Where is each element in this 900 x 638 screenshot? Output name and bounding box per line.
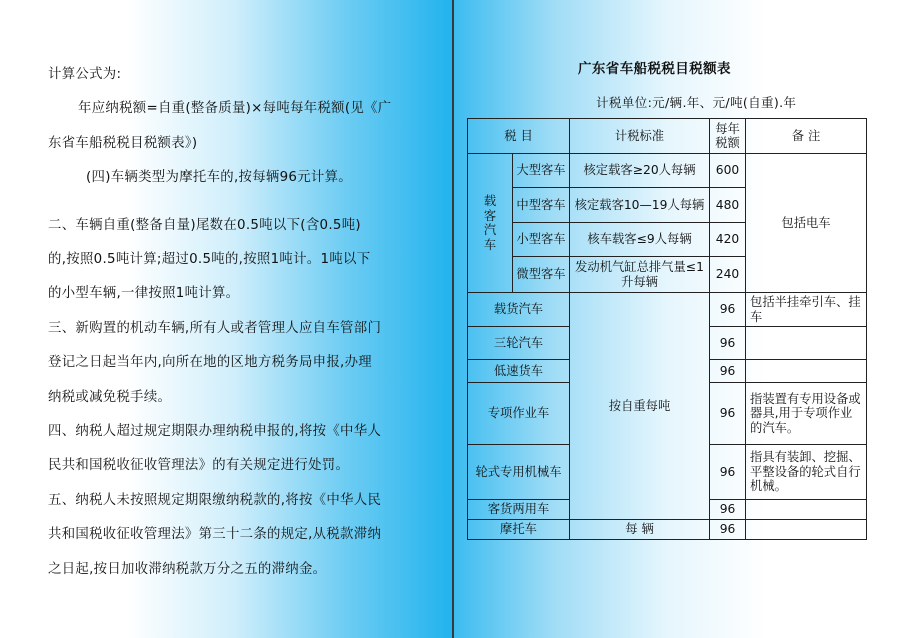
paragraph-5-line3: 之日起,按日加收滞纳税款万分之五的滞纳金。 [48, 561, 327, 577]
row-note [746, 360, 867, 383]
vehicle-type: 轮式专用机械车 [468, 445, 570, 500]
vehicle-type: 摩托车 [468, 520, 570, 540]
tax-rate-table [467, 118, 867, 540]
tax-amount: 96 [710, 383, 746, 445]
vehicle-type: 微型客车 [513, 257, 570, 293]
header-note: 备 注 [746, 119, 867, 154]
header-standard: 计税标准 [570, 119, 710, 154]
row-note [746, 327, 867, 360]
passenger-note: 包括电车 [746, 154, 867, 293]
vehicle-type: 小型客车 [513, 223, 570, 257]
tax-amount: 600 [710, 154, 746, 188]
row-note: 指装置有专用设备或器具,用于专项作业的汽车。 [746, 383, 867, 445]
paragraph-5-line1: 五、纳税人未按照规定期限缴纳税款的,将按《中华人民 [48, 492, 382, 508]
table-row [468, 293, 867, 327]
paragraph-4-line2: 民共和国税收征收管理法》的有关规定进行处罚。 [48, 458, 350, 474]
body-text [48, 58, 434, 587]
table-header-row [468, 119, 867, 154]
tax-unit: 计税单位:元/辆.年、元/吨(自重).年 [596, 95, 797, 110]
paragraph-2-line3: 的小型车辆,一律按照1吨计算。 [48, 286, 240, 302]
paragraph-formula-line2: 东省车船税税目税额表》) [48, 135, 198, 151]
paragraph-2-line1: 二、车辆自重(整备自量)尾数在0.5吨以下(含0.5吨) [48, 217, 361, 233]
row-note: 指具有装卸、挖掘、平整设备的轮式自行机械。 [746, 445, 867, 500]
paragraph-3-line1: 三、新购置的机动车辆,所有人或者管理人应自车管部门 [48, 320, 382, 336]
paragraph-3-line2: 登记之日起当年内,向所在地的区地方税务局申报,办理 [48, 355, 372, 371]
vehicle-type: 载货汽车 [468, 293, 570, 327]
tax-amount: 420 [710, 223, 746, 257]
tax-amount: 96 [710, 360, 746, 383]
tax-standard: 每 辆 [570, 520, 710, 540]
vehicle-type: 客货两用车 [468, 500, 570, 520]
tax-standard: 核定载客10—19人每辆 [570, 188, 710, 223]
tax-amount: 96 [710, 445, 746, 500]
weight-standard: 按自重每吨 [570, 293, 710, 520]
tax-amount: 480 [710, 188, 746, 223]
row-note: 包括半挂牵引车、挂车 [746, 293, 867, 327]
right-page [454, 0, 900, 638]
paragraph-motorcycle: (四)车辆类型为摩托车的,按每辆96元计算。 [86, 170, 352, 186]
tax-standard: 发动机气缸总排气量≤1升每辆 [570, 257, 710, 293]
tax-standard: 核车载客≤9人每辆 [570, 223, 710, 257]
tax-standard: 核定载客≥20人每辆 [570, 154, 710, 188]
paragraph-2-line2: 的,按照0.5吨计算;超过0.5吨的,按照1吨计。1吨以下 [48, 252, 371, 268]
paragraph-formula-line1: 年应纳税额=自重(整备质量)×每吨每年税额(见《广 [78, 101, 392, 117]
table-title: 广东省车船税税目税额表 [578, 61, 731, 77]
vehicle-type: 大型客车 [513, 154, 570, 188]
vehicle-type: 低速货车 [468, 360, 570, 383]
paragraph-formula-label: 计算公式为: [48, 67, 122, 82]
header-amount: 每年税额 [710, 119, 746, 154]
header-item: 税 目 [468, 119, 570, 154]
paragraph-3-line3: 纳税或减免税手续。 [48, 389, 172, 405]
tax-amount: 96 [710, 293, 746, 327]
passenger-group-label: 载客汽车 [468, 154, 513, 293]
row-note [746, 500, 867, 520]
vehicle-type: 中型客车 [513, 188, 570, 223]
row-note [746, 520, 867, 540]
tax-amount: 96 [710, 327, 746, 360]
table-row [468, 154, 867, 188]
paragraph-4-line1: 四、纳税人超过规定期限办理纳税申报的,将按《中华人 [48, 424, 382, 440]
paragraph-5-line2: 共和国税收征收管理法》第三十二条的规定,从税款滞纳 [48, 527, 382, 543]
vehicle-type: 三轮汽车 [468, 327, 570, 360]
vehicle-type: 专项作业车 [468, 383, 570, 445]
tax-amount: 240 [710, 257, 746, 293]
tax-amount: 96 [710, 500, 746, 520]
tax-amount: 96 [710, 520, 746, 540]
table-row [468, 520, 867, 540]
